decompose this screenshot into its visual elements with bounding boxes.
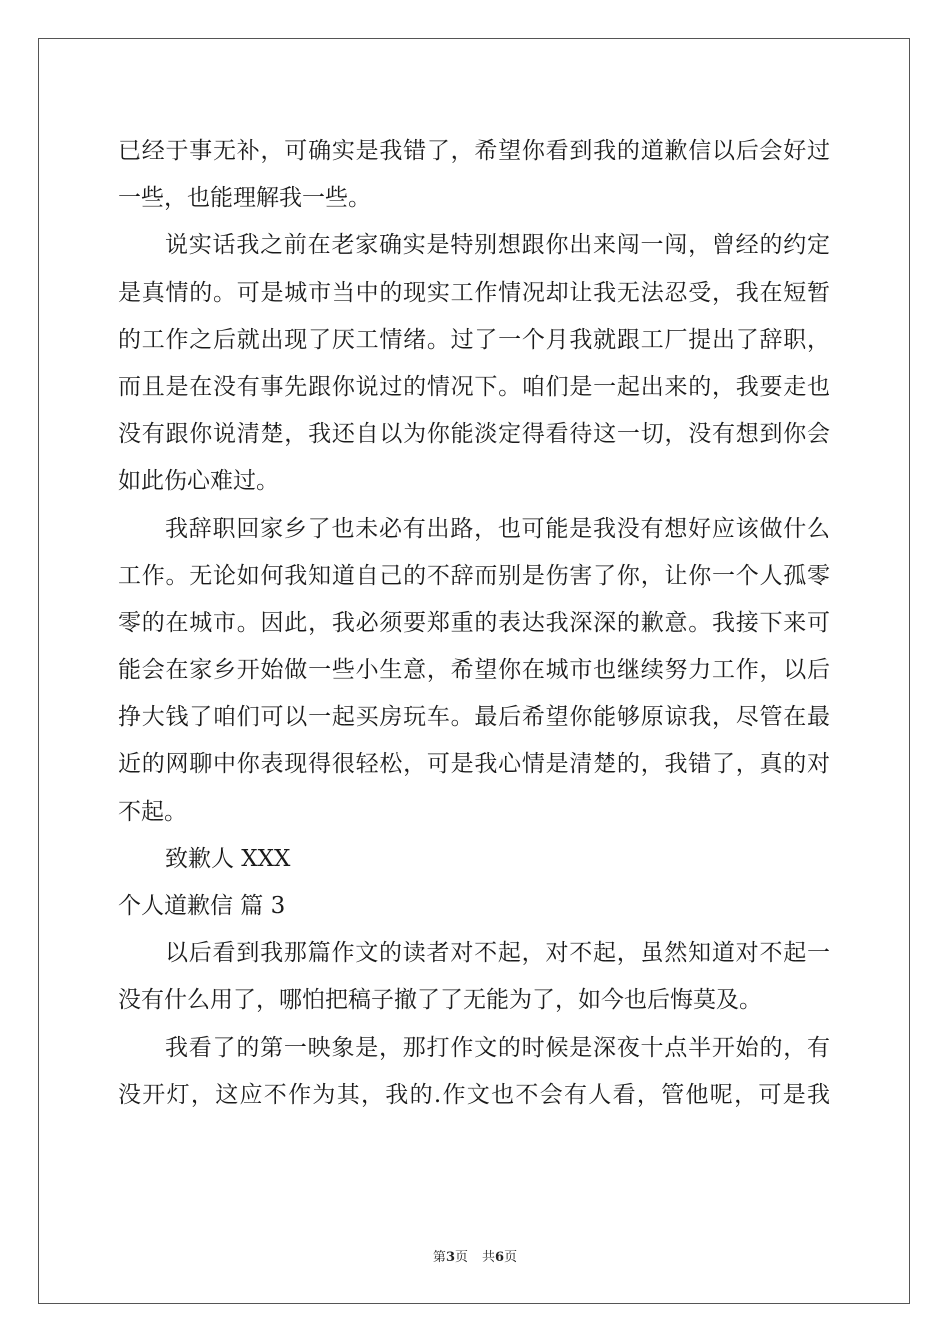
text-line: 没有什么用了，哪怕把稿子撤了了无能为了，如今也后悔莫及。	[118, 987, 762, 1014]
text-line: 近的网聊中你表现得很轻松，可是我心情是清楚的，我错了，真的对	[118, 751, 830, 778]
text-line: 一些，也能理解我一些。	[118, 185, 371, 212]
page-footer	[0, 1246, 950, 1265]
section-heading: 个人道歉信 篇 3	[118, 893, 286, 919]
page-prefix: 第	[432, 1250, 446, 1265]
text-line: 能会在家乡开始做一些小生意，希望你在城市也继续努力工作，以后	[118, 657, 830, 684]
text-line: 工作。无论如何我知道自己的不辞而别是伤害了你，让你一个人孤零	[118, 562, 830, 589]
text-line: 而且是在没有事先跟你说过的情况下。咱们是一起出来的，我要走也	[118, 373, 830, 400]
text-line: 没有跟你说清楚，我还自以为你能淡定得看待这一切，没有想到你会	[118, 421, 830, 448]
paragraph-start-line: 说实话我之前在老家确实是特别想跟你出来闯一闯，曾经的约定	[165, 232, 830, 259]
total-pages: 6	[495, 1250, 505, 1265]
text-line: 是真情的。可是城市当中的现实工作情况却让我无法忍受，我在短暂	[118, 279, 830, 306]
text-line: 不起。	[118, 798, 187, 825]
text-line: 没开灯，这应不作为其，我的.作文也不会有人看，管他呢，可是我	[118, 1081, 830, 1108]
text-line: 的工作之后就出现了厌工情绪。过了一个月我就跟工厂提出了辞职，	[118, 326, 830, 353]
total-prefix: 共	[482, 1250, 496, 1265]
page-number: 3	[445, 1250, 455, 1265]
paragraph-start-line: 我看了的第一映象是，那打作文的时候是深夜十点半开始的，有	[165, 1034, 830, 1061]
text-line: 零的在城市。因此，我必须要郑重的表达我深深的歉意。我接下来可	[118, 609, 830, 636]
document-body	[118, 128, 830, 1119]
total-suffix: 页	[504, 1250, 518, 1265]
paragraph-start-line: 以后看到我那篇作文的读者对不起，对不起，虽然知道对不起一	[165, 940, 830, 967]
text-line: 已经于事无补，可确实是我错了，希望你看到我的道歉信以后会好过	[118, 138, 830, 164]
paragraph-start-line: 我辞职回家乡了也未必有出路，也可能是我没有想好应该做什么	[165, 515, 830, 542]
text-line: 如此伤心难过。	[118, 468, 279, 495]
page-suffix: 页	[454, 1250, 468, 1265]
text-line: 挣大钱了咱们可以一起买房玩车。最后希望你能够原谅我，尽管在最	[118, 704, 830, 731]
signature-line: 致歉人 XXX	[165, 845, 291, 872]
